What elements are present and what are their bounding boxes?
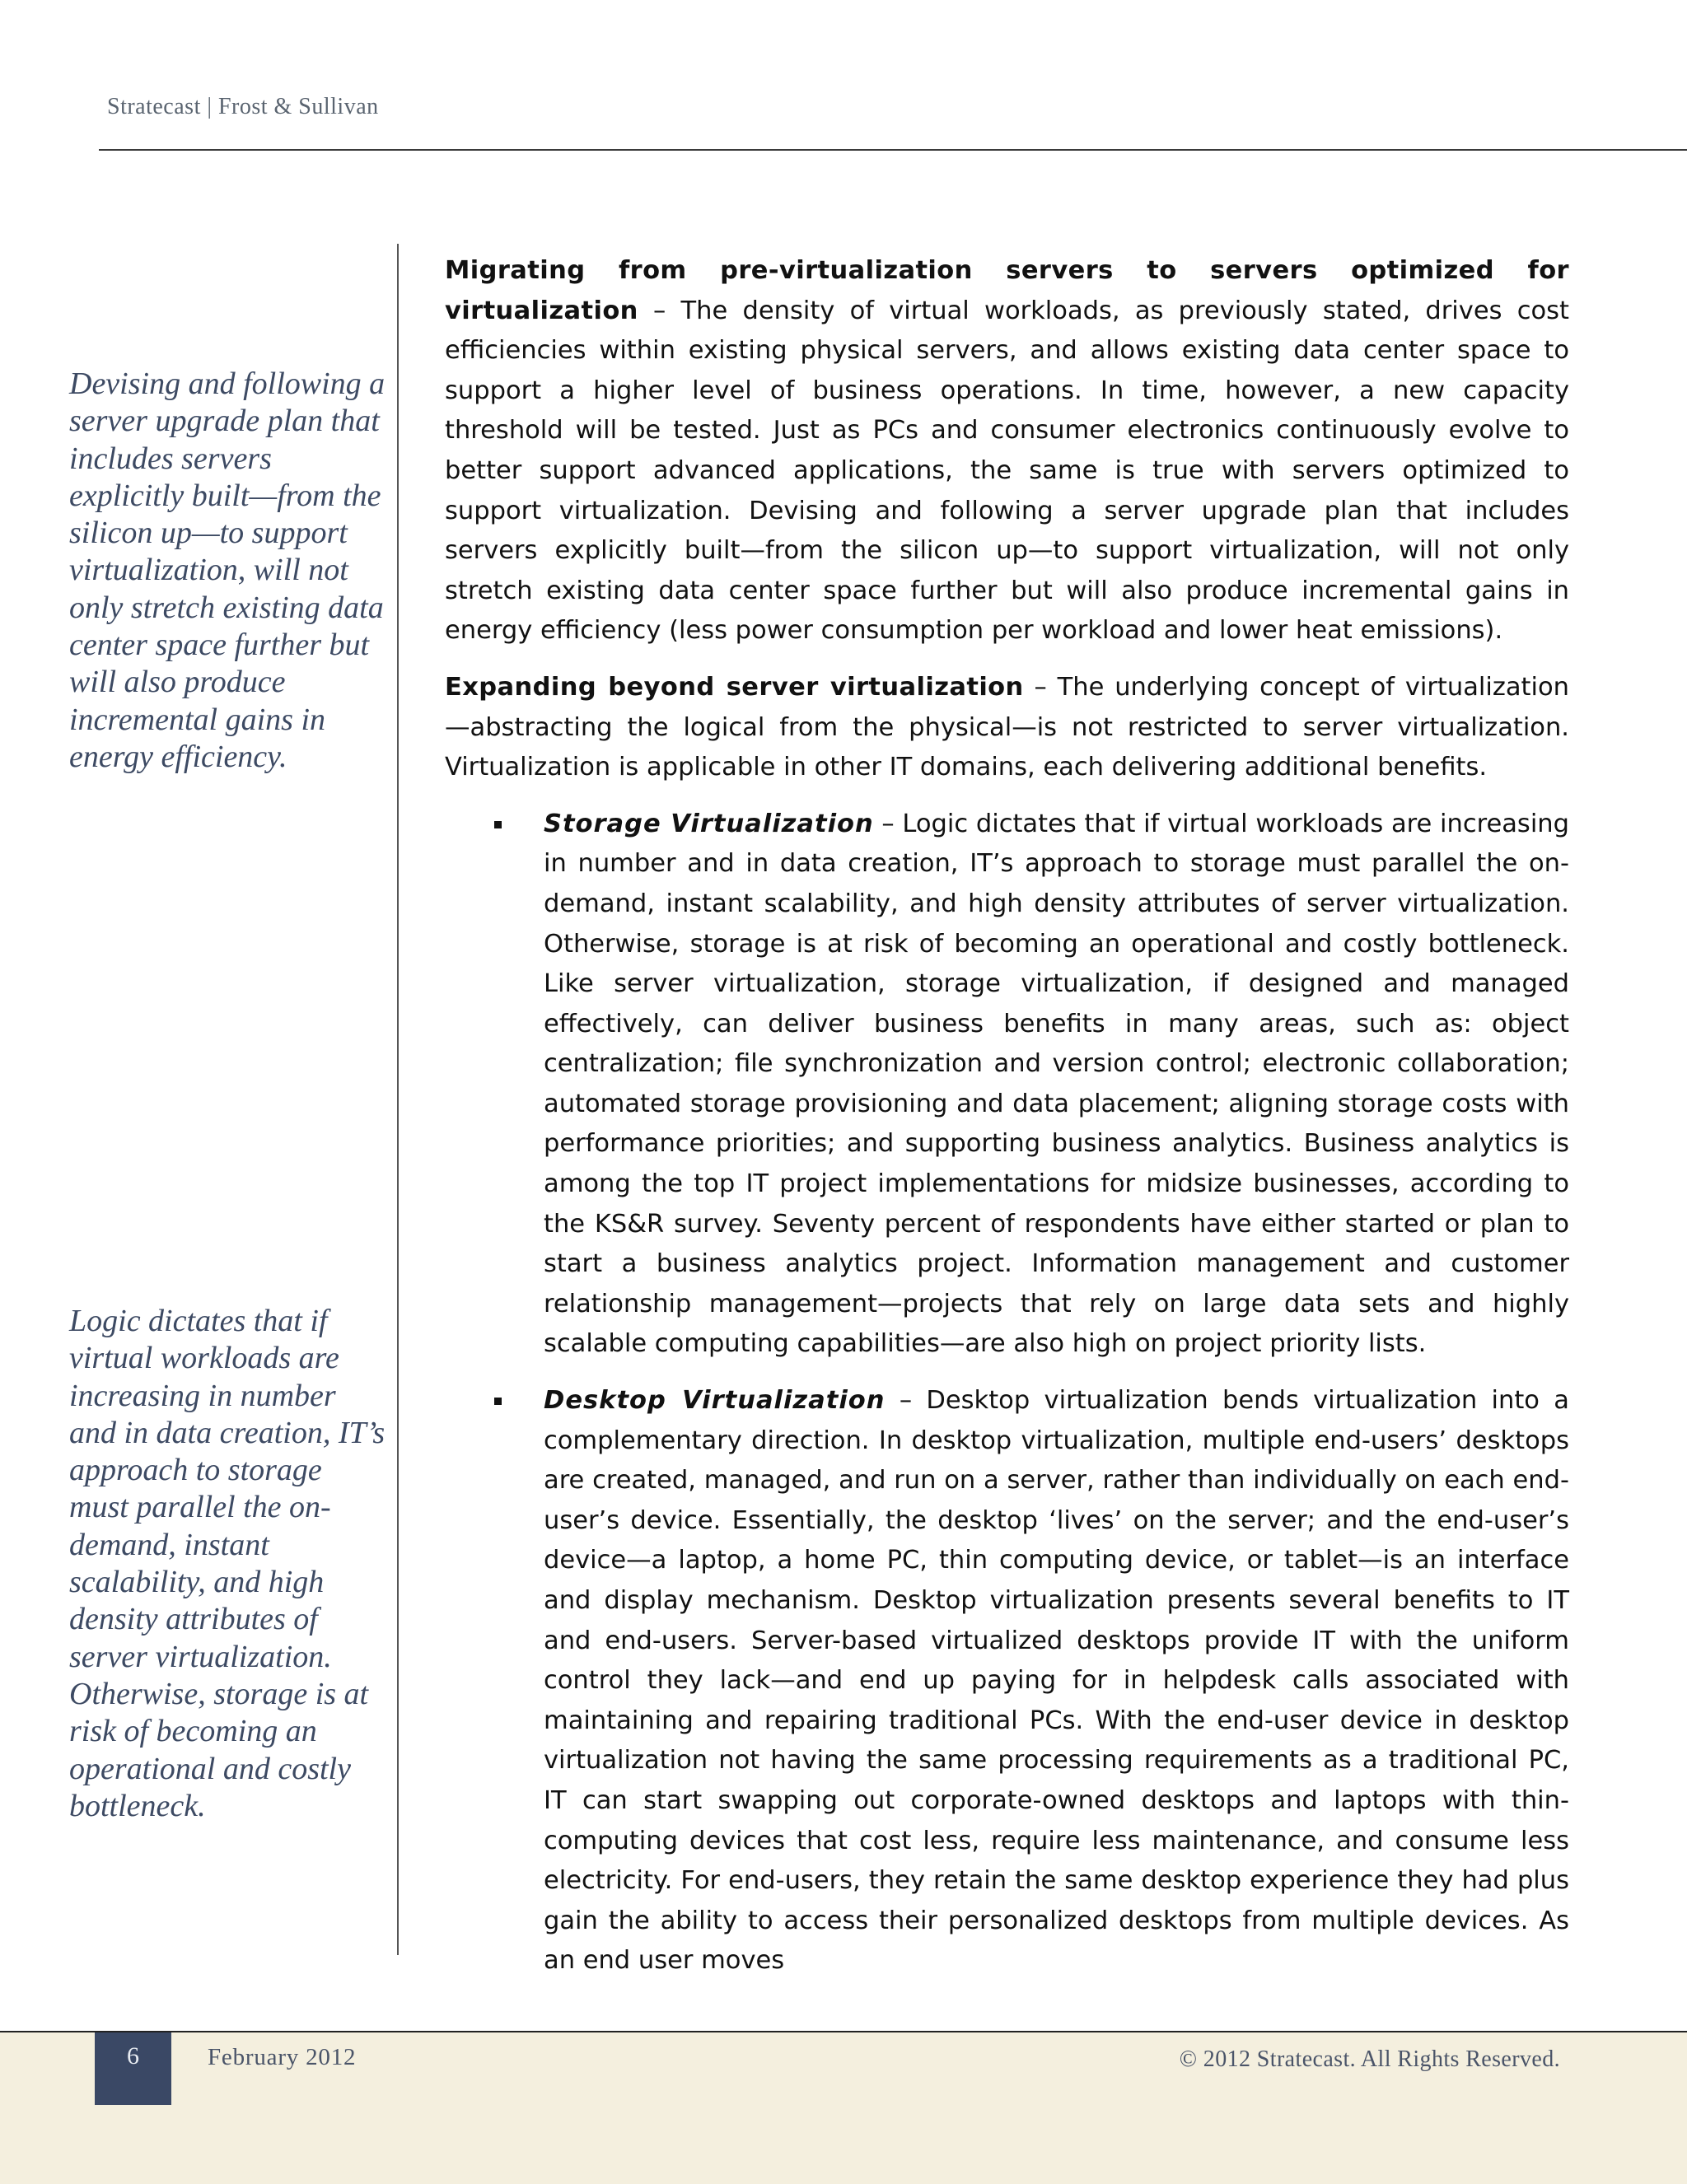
paragraph-lead: Expanding beyond server virtualization — [445, 672, 1024, 702]
page-number: 6 — [95, 2032, 171, 2105]
paragraph-lead: Migrating from pre-virtualization servers to servers optimized for virtualization — [445, 256, 1569, 325]
paragraph-expanding — [445, 668, 1569, 788]
bullet-lead: Storage Virtualization — [544, 809, 874, 838]
header-publisher: Stratecast | Frost & Sullivan — [107, 94, 379, 119]
paragraph-text: – The density of virtual workloads, as previously stated, drives cost efficiencies within existing physical servers, and allows existing data center space to support a higher level of business operations. In time, however, a new capacity threshold will be tested. Just as PCs and consumer electronics continuously evolve to better support advanced applications, the same is true with servers optimized to support virtualization. Devising and following a server upgrade plan that includes servers explicitly built—from the silicon up—to support virtualization, will not only stretch existing data center space further but will also produce incremental gains in energy efficiency (less power consumption per workload and lower heat emissions). — [445, 296, 1569, 646]
footer-copyright: © 2012 Stratecast. All Rights Reserved. — [1179, 2046, 1560, 2072]
bullet-text: – Logic dictates that if virtual workloads are increasing in number and in data creation, IT’s approach to storage must parallel the on-demand, instant scalability, and high density attributes of server virtualization. Otherwise, storage is at risk of becoming an operational and costly bottleneck. Like server virtualization, storage virtualization, if designed and managed effectively, can deliver business benefits in many areas, such as: object centralization; file synchronization and version control; electronic collaboration; automated storage provisioning and data placement; aligning storage costs with performance priorities; and supporting business analytics. Business analytics is among the top IT project implementations for midsize businesses, according to the KS&R survey. Seventy percent of respondents have either started or plan to start a business analytics project. Information management and customer relationship management—projects that rely on large data sets and highly scalable computing capabilities—are also high on project priority lists. — [544, 809, 1569, 1359]
paragraph-migrating — [445, 251, 1569, 651]
bullet-list — [445, 805, 1569, 1981]
pull-quote-storage: Logic dictates that if virtual workloads are increasing in number and in data creation, IT’s approach to storage must parallel the on-demand, instant scalability, and high density attributes of server virtualization. Otherwise, storage is at risk of becoming an operational and costly bottleneck. — [69, 1304, 386, 1823]
bullet-item-storage — [445, 805, 1569, 1365]
main-text — [445, 251, 1569, 1998]
bullet-item-desktop — [445, 1381, 1569, 1981]
pull-quote-upgrade-plan: Devising and following a server upgrade plan that includes servers explicitly built—from the silicon up—to support virtualization, will not only stretch existing data center space further but will also produce incremental gains in energy efficiency. — [69, 366, 386, 774]
bullet-square-icon — [494, 821, 502, 828]
paragraph-text: – The underlying concept of virtualization—abstracting the logical from the physical—is not restricted to server virtualization. Virtualization is applicable in other IT domains, each delivering additional benefits. — [445, 672, 1569, 782]
bullet-square-icon — [494, 1398, 502, 1405]
column-divider — [397, 244, 399, 1955]
footer-date: February 2012 — [208, 2044, 357, 2070]
bullet-text: – Desktop virtualization bends virtualization into a complementary direction. In desktop virtualization, multiple end-users’ desktops are created, managed, and run on a server, rather than individually on each end-user’s device. Essentially, the desktop ‘lives’ on the server; and the end-user’s device—a laptop, a home PC, thin computing device, or tablet—is an interface and display mechanism. Desktop virtualization presents several benefits to IT and end-users. Server-based virtualized desktops provide IT with the uniform control they lack—and end up paying for in helpdesk calls associated with maintaining and repairing traditional PCs. With the end-user device in desktop virtualization not having the same processing requirements as a traditional PC, IT can start swapping out corporate-owned desktops and laptops with thin-computing devices that cost less, require less maintenance, and consume less electricity. For end-users, they retain the same desktop experience they had plus gain the ability to access their personalized desktops from multiple devices. As an end user moves — [544, 1386, 1569, 1976]
header-divider — [99, 149, 1687, 151]
bullet-lead: Desktop Virtualization — [544, 1386, 886, 1416]
